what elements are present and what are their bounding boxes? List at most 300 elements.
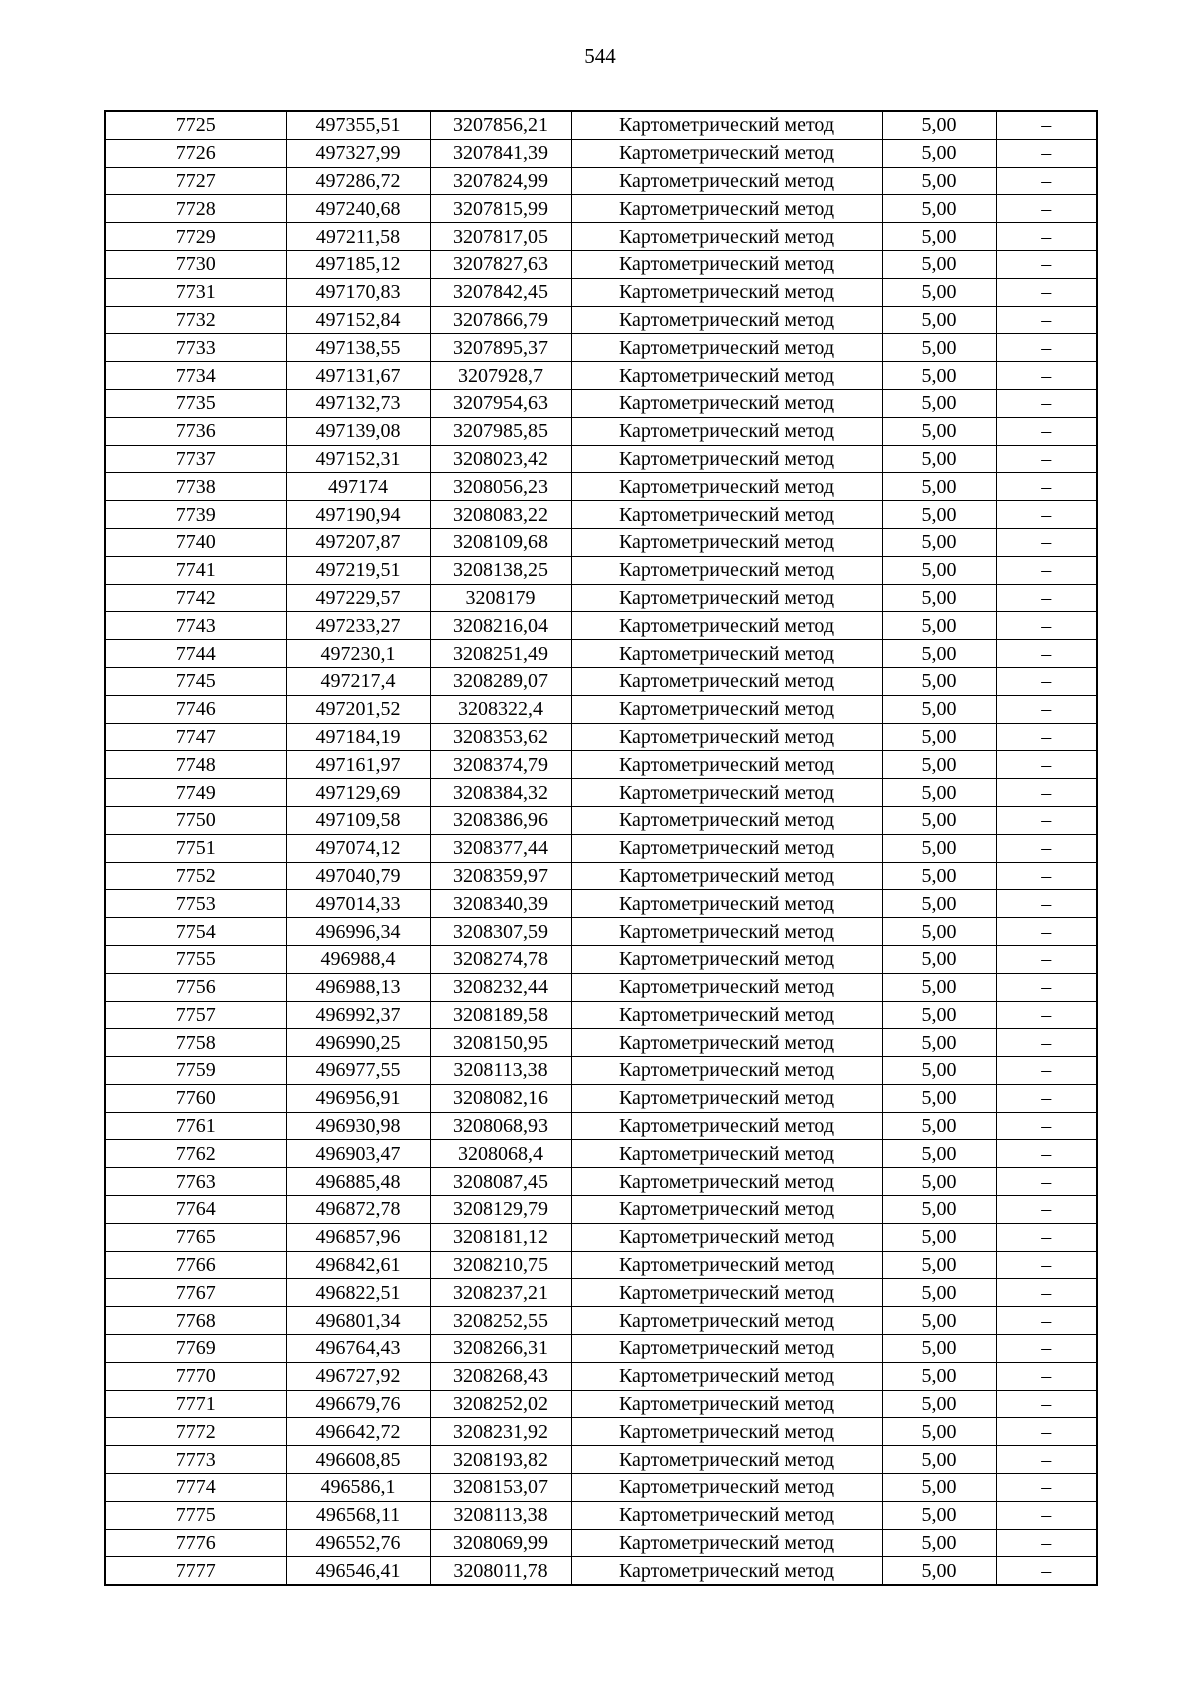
- table-row: [105, 250, 1097, 278]
- table-row: [105, 1251, 1097, 1279]
- y-coordinate-cell: 3208083,22: [430, 501, 571, 529]
- x-coordinate-cell: 497219,51: [286, 556, 430, 584]
- x-coordinate-cell: 497230,1: [286, 640, 430, 668]
- table-row: [105, 278, 1097, 306]
- error-cell: 5,00: [882, 334, 996, 362]
- table-row: [105, 1529, 1097, 1557]
- y-coordinate-cell: 3208129,79: [430, 1196, 571, 1224]
- y-coordinate-cell: 3208237,21: [430, 1279, 571, 1307]
- error-cell: 5,00: [882, 945, 996, 973]
- table-row: [105, 1307, 1097, 1335]
- y-coordinate-cell: 3208011,78: [430, 1557, 571, 1585]
- table-row: [105, 334, 1097, 362]
- y-coordinate-cell: 3208023,42: [430, 445, 571, 473]
- note-cell: –: [996, 1112, 1097, 1140]
- note-cell: –: [996, 1001, 1097, 1029]
- y-coordinate-cell: 3208153,07: [430, 1474, 571, 1502]
- method-cell: Картометрический метод: [571, 1557, 882, 1585]
- table-row: [105, 1390, 1097, 1418]
- x-coordinate-cell: 496822,51: [286, 1279, 430, 1307]
- point-number-cell: 7767: [105, 1279, 286, 1307]
- error-cell: 5,00: [882, 1390, 996, 1418]
- method-cell: Картометрический метод: [571, 862, 882, 890]
- error-cell: 5,00: [882, 834, 996, 862]
- x-coordinate-cell: 497138,55: [286, 334, 430, 362]
- error-cell: 5,00: [882, 1057, 996, 1085]
- table-row: [105, 111, 1097, 139]
- error-cell: 5,00: [882, 1446, 996, 1474]
- method-cell: Картометрический метод: [571, 1029, 882, 1057]
- point-number-cell: 7777: [105, 1557, 286, 1585]
- note-cell: –: [996, 1168, 1097, 1196]
- point-number-cell: 7747: [105, 723, 286, 751]
- point-number-cell: 7733: [105, 334, 286, 362]
- table-row: [105, 1279, 1097, 1307]
- y-coordinate-cell: 3208374,79: [430, 751, 571, 779]
- method-cell: Картометрический метод: [571, 1112, 882, 1140]
- note-cell: –: [996, 945, 1097, 973]
- coordinates-table: [104, 110, 1098, 1586]
- error-cell: 5,00: [882, 389, 996, 417]
- error-cell: 5,00: [882, 139, 996, 167]
- error-cell: 5,00: [882, 445, 996, 473]
- point-number-cell: 7751: [105, 834, 286, 862]
- x-coordinate-cell: 496546,41: [286, 1557, 430, 1585]
- table-row: [105, 973, 1097, 1001]
- table-row: [105, 1501, 1097, 1529]
- x-coordinate-cell: 496977,55: [286, 1057, 430, 1085]
- x-coordinate-cell: 497211,58: [286, 223, 430, 251]
- note-cell: –: [996, 1223, 1097, 1251]
- x-coordinate-cell: 496642,72: [286, 1418, 430, 1446]
- table-row: [105, 389, 1097, 417]
- note-cell: –: [996, 640, 1097, 668]
- method-cell: Картометрический метод: [571, 195, 882, 223]
- y-coordinate-cell: 3207841,39: [430, 139, 571, 167]
- table-row: [105, 584, 1097, 612]
- y-coordinate-cell: 3208138,25: [430, 556, 571, 584]
- y-coordinate-cell: 3208193,82: [430, 1446, 571, 1474]
- note-cell: –: [996, 389, 1097, 417]
- x-coordinate-cell: 497152,31: [286, 445, 430, 473]
- table-row: [105, 1223, 1097, 1251]
- point-number-cell: 7726: [105, 139, 286, 167]
- error-cell: 5,00: [882, 1029, 996, 1057]
- method-cell: Картометрический метод: [571, 1307, 882, 1335]
- x-coordinate-cell: 497139,08: [286, 417, 430, 445]
- y-coordinate-cell: 3208181,12: [430, 1223, 571, 1251]
- table-row: [105, 1362, 1097, 1390]
- x-coordinate-cell: 496903,47: [286, 1140, 430, 1168]
- error-cell: 5,00: [882, 1501, 996, 1529]
- x-coordinate-cell: 497040,79: [286, 862, 430, 890]
- table-row: [105, 223, 1097, 251]
- note-cell: –: [996, 1474, 1097, 1502]
- point-number-cell: 7745: [105, 667, 286, 695]
- x-coordinate-cell: 496764,43: [286, 1335, 430, 1363]
- point-number-cell: 7771: [105, 1390, 286, 1418]
- x-coordinate-cell: 497201,52: [286, 695, 430, 723]
- table-row: [105, 1140, 1097, 1168]
- y-coordinate-cell: 3208340,39: [430, 890, 571, 918]
- error-cell: 5,00: [882, 723, 996, 751]
- point-number-cell: 7775: [105, 1501, 286, 1529]
- y-coordinate-cell: 3208268,43: [430, 1362, 571, 1390]
- error-cell: 5,00: [882, 612, 996, 640]
- note-cell: –: [996, 723, 1097, 751]
- y-coordinate-cell: 3207827,63: [430, 250, 571, 278]
- x-coordinate-cell: 496992,37: [286, 1001, 430, 1029]
- point-number-cell: 7731: [105, 278, 286, 306]
- note-cell: –: [996, 1279, 1097, 1307]
- point-number-cell: 7760: [105, 1084, 286, 1112]
- x-coordinate-cell: 497161,97: [286, 751, 430, 779]
- note-cell: –: [996, 1140, 1097, 1168]
- table-row: [105, 1557, 1097, 1585]
- point-number-cell: 7753: [105, 890, 286, 918]
- y-coordinate-cell: 3208082,16: [430, 1084, 571, 1112]
- note-cell: –: [996, 1529, 1097, 1557]
- note-cell: –: [996, 1557, 1097, 1585]
- note-cell: –: [996, 362, 1097, 390]
- table-row: [105, 695, 1097, 723]
- note-cell: –: [996, 556, 1097, 584]
- method-cell: Картометрический метод: [571, 1196, 882, 1224]
- point-number-cell: 7741: [105, 556, 286, 584]
- y-coordinate-cell: 3207856,21: [430, 111, 571, 139]
- point-number-cell: 7762: [105, 1140, 286, 1168]
- x-coordinate-cell: 497074,12: [286, 834, 430, 862]
- method-cell: Картометрический метод: [571, 667, 882, 695]
- y-coordinate-cell: 3207895,37: [430, 334, 571, 362]
- note-cell: –: [996, 195, 1097, 223]
- method-cell: Картометрический метод: [571, 306, 882, 334]
- y-coordinate-cell: 3207842,45: [430, 278, 571, 306]
- error-cell: 5,00: [882, 528, 996, 556]
- error-cell: 5,00: [882, 167, 996, 195]
- error-cell: 5,00: [882, 1251, 996, 1279]
- page-number: 544: [584, 44, 616, 68]
- table-row: [105, 862, 1097, 890]
- x-coordinate-cell: 497233,27: [286, 612, 430, 640]
- method-cell: Картометрический метод: [571, 528, 882, 556]
- note-cell: –: [996, 1307, 1097, 1335]
- error-cell: 5,00: [882, 973, 996, 1001]
- note-cell: –: [996, 473, 1097, 501]
- table-row: [105, 612, 1097, 640]
- note-cell: –: [996, 1251, 1097, 1279]
- point-number-cell: 7765: [105, 1223, 286, 1251]
- table-row: [105, 501, 1097, 529]
- x-coordinate-cell: 497327,99: [286, 139, 430, 167]
- point-number-cell: 7776: [105, 1529, 286, 1557]
- point-number-cell: 7734: [105, 362, 286, 390]
- table-row: [105, 945, 1097, 973]
- point-number-cell: 7766: [105, 1251, 286, 1279]
- method-cell: Картометрический метод: [571, 890, 882, 918]
- table-row: [105, 834, 1097, 862]
- error-cell: 5,00: [882, 1168, 996, 1196]
- table-row: [105, 417, 1097, 445]
- x-coordinate-cell: 497229,57: [286, 584, 430, 612]
- table-row: [105, 139, 1097, 167]
- table-row: [105, 362, 1097, 390]
- table-row: [105, 1029, 1097, 1057]
- table-row: [105, 1335, 1097, 1363]
- error-cell: 5,00: [882, 1307, 996, 1335]
- note-cell: –: [996, 1362, 1097, 1390]
- method-cell: Картометрический метод: [571, 1057, 882, 1085]
- table-row: [105, 779, 1097, 807]
- point-number-cell: 7752: [105, 862, 286, 890]
- table-row: [105, 528, 1097, 556]
- table-row: [105, 890, 1097, 918]
- y-coordinate-cell: 3208266,31: [430, 1335, 571, 1363]
- y-coordinate-cell: 3208210,75: [430, 1251, 571, 1279]
- error-cell: 5,00: [882, 556, 996, 584]
- x-coordinate-cell: 497207,87: [286, 528, 430, 556]
- point-number-cell: 7769: [105, 1335, 286, 1363]
- method-cell: Картометрический метод: [571, 334, 882, 362]
- method-cell: Картометрический метод: [571, 1140, 882, 1168]
- method-cell: Картометрический метод: [571, 695, 882, 723]
- method-cell: Картометрический метод: [571, 1084, 882, 1112]
- method-cell: Картометрический метод: [571, 473, 882, 501]
- method-cell: Картометрический метод: [571, 1251, 882, 1279]
- error-cell: 5,00: [882, 1335, 996, 1363]
- method-cell: Картометрический метод: [571, 1362, 882, 1390]
- table-row: [105, 1084, 1097, 1112]
- method-cell: Картометрический метод: [571, 223, 882, 251]
- table-row: [105, 1474, 1097, 1502]
- point-number-cell: 7744: [105, 640, 286, 668]
- y-coordinate-cell: 3208231,92: [430, 1418, 571, 1446]
- error-cell: 5,00: [882, 501, 996, 529]
- error-cell: 5,00: [882, 111, 996, 139]
- coordinates-table-body: [105, 111, 1097, 1585]
- method-cell: Картометрический метод: [571, 278, 882, 306]
- y-coordinate-cell: 3207928,7: [430, 362, 571, 390]
- table-row: [105, 1001, 1097, 1029]
- table-row: [105, 445, 1097, 473]
- error-cell: 5,00: [882, 1418, 996, 1446]
- y-coordinate-cell: 3208150,95: [430, 1029, 571, 1057]
- x-coordinate-cell: 496552,76: [286, 1529, 430, 1557]
- error-cell: 5,00: [882, 862, 996, 890]
- note-cell: –: [996, 139, 1097, 167]
- note-cell: –: [996, 417, 1097, 445]
- table-row: [105, 667, 1097, 695]
- table-row: [105, 918, 1097, 946]
- point-number-cell: 7755: [105, 945, 286, 973]
- error-cell: 5,00: [882, 667, 996, 695]
- note-cell: –: [996, 667, 1097, 695]
- y-coordinate-cell: 3208109,68: [430, 528, 571, 556]
- y-coordinate-cell: 3208289,07: [430, 667, 571, 695]
- point-number-cell: 7756: [105, 973, 286, 1001]
- note-cell: –: [996, 528, 1097, 556]
- y-coordinate-cell: 3207954,63: [430, 389, 571, 417]
- method-cell: Картометрический метод: [571, 1335, 882, 1363]
- table-row: [105, 556, 1097, 584]
- point-number-cell: 7749: [105, 779, 286, 807]
- point-number-cell: 7774: [105, 1474, 286, 1502]
- table-row: [105, 195, 1097, 223]
- x-coordinate-cell: 496996,34: [286, 918, 430, 946]
- error-cell: 5,00: [882, 1529, 996, 1557]
- error-cell: 5,00: [882, 1112, 996, 1140]
- y-coordinate-cell: 3208377,44: [430, 834, 571, 862]
- y-coordinate-cell: 3208069,99: [430, 1529, 571, 1557]
- point-number-cell: 7725: [105, 111, 286, 139]
- method-cell: Картометрический метод: [571, 1168, 882, 1196]
- note-cell: –: [996, 445, 1097, 473]
- table-row: [105, 806, 1097, 834]
- table-row: [105, 473, 1097, 501]
- table-row: [105, 1057, 1097, 1085]
- x-coordinate-cell: 497185,12: [286, 250, 430, 278]
- method-cell: Картометрический метод: [571, 389, 882, 417]
- table-row: [105, 1112, 1097, 1140]
- y-coordinate-cell: 3208056,23: [430, 473, 571, 501]
- y-coordinate-cell: 3208353,62: [430, 723, 571, 751]
- point-number-cell: 7730: [105, 250, 286, 278]
- error-cell: 5,00: [882, 751, 996, 779]
- x-coordinate-cell: 496727,92: [286, 1362, 430, 1390]
- table-row: [105, 1196, 1097, 1224]
- method-cell: Картометрический метод: [571, 111, 882, 139]
- y-coordinate-cell: 3208307,59: [430, 918, 571, 946]
- method-cell: Картометрический метод: [571, 751, 882, 779]
- table-row: [105, 723, 1097, 751]
- point-number-cell: 7728: [105, 195, 286, 223]
- y-coordinate-cell: 3208087,45: [430, 1168, 571, 1196]
- x-coordinate-cell: 496872,78: [286, 1196, 430, 1224]
- note-cell: –: [996, 973, 1097, 1001]
- point-number-cell: 7746: [105, 695, 286, 723]
- note-cell: –: [996, 1196, 1097, 1224]
- method-cell: Картометрический метод: [571, 250, 882, 278]
- error-cell: 5,00: [882, 695, 996, 723]
- y-coordinate-cell: 3208252,02: [430, 1390, 571, 1418]
- method-cell: Картометрический метод: [571, 945, 882, 973]
- method-cell: Картометрический метод: [571, 1279, 882, 1307]
- method-cell: Картометрический метод: [571, 640, 882, 668]
- note-cell: –: [996, 1501, 1097, 1529]
- method-cell: Картометрический метод: [571, 834, 882, 862]
- method-cell: Картометрический метод: [571, 612, 882, 640]
- error-cell: 5,00: [882, 890, 996, 918]
- error-cell: 5,00: [882, 918, 996, 946]
- y-coordinate-cell: 3207985,85: [430, 417, 571, 445]
- point-number-cell: 7758: [105, 1029, 286, 1057]
- x-coordinate-cell: 496930,98: [286, 1112, 430, 1140]
- table-row: [105, 167, 1097, 195]
- y-coordinate-cell: 3208322,4: [430, 695, 571, 723]
- error-cell: 5,00: [882, 806, 996, 834]
- x-coordinate-cell: 497132,73: [286, 389, 430, 417]
- error-cell: 5,00: [882, 306, 996, 334]
- y-coordinate-cell: 3208274,78: [430, 945, 571, 973]
- method-cell: Картометрический метод: [571, 1390, 882, 1418]
- error-cell: 5,00: [882, 362, 996, 390]
- error-cell: 5,00: [882, 1196, 996, 1224]
- note-cell: –: [996, 806, 1097, 834]
- point-number-cell: 7750: [105, 806, 286, 834]
- x-coordinate-cell: 496801,34: [286, 1307, 430, 1335]
- note-cell: –: [996, 1029, 1097, 1057]
- point-number-cell: 7729: [105, 223, 286, 251]
- point-number-cell: 7768: [105, 1307, 286, 1335]
- method-cell: Картометрический метод: [571, 1501, 882, 1529]
- table-row: [105, 751, 1097, 779]
- y-coordinate-cell: 3208068,4: [430, 1140, 571, 1168]
- point-number-cell: 7757: [105, 1001, 286, 1029]
- point-number-cell: 7740: [105, 528, 286, 556]
- y-coordinate-cell: 3207817,05: [430, 223, 571, 251]
- error-cell: 5,00: [882, 473, 996, 501]
- note-cell: –: [996, 918, 1097, 946]
- x-coordinate-cell: 497355,51: [286, 111, 430, 139]
- method-cell: Картометрический метод: [571, 556, 882, 584]
- note-cell: –: [996, 1057, 1097, 1085]
- note-cell: –: [996, 334, 1097, 362]
- note-cell: –: [996, 751, 1097, 779]
- method-cell: Картометрический метод: [571, 1474, 882, 1502]
- y-coordinate-cell: 3208359,97: [430, 862, 571, 890]
- table-row: [105, 640, 1097, 668]
- point-number-cell: 7736: [105, 417, 286, 445]
- error-cell: 5,00: [882, 640, 996, 668]
- point-number-cell: 7742: [105, 584, 286, 612]
- y-coordinate-cell: 3208216,04: [430, 612, 571, 640]
- y-coordinate-cell: 3207815,99: [430, 195, 571, 223]
- table-row: [105, 1446, 1097, 1474]
- method-cell: Картометрический метод: [571, 918, 882, 946]
- point-number-cell: 7748: [105, 751, 286, 779]
- y-coordinate-cell: 3208386,96: [430, 806, 571, 834]
- y-coordinate-cell: 3207866,79: [430, 306, 571, 334]
- point-number-cell: 7738: [105, 473, 286, 501]
- method-cell: Картометрический метод: [571, 1529, 882, 1557]
- table-row: [105, 306, 1097, 334]
- method-cell: Картометрический метод: [571, 417, 882, 445]
- table-row: [105, 1168, 1097, 1196]
- point-number-cell: 7732: [105, 306, 286, 334]
- point-number-cell: 7759: [105, 1057, 286, 1085]
- note-cell: –: [996, 1084, 1097, 1112]
- x-coordinate-cell: 497014,33: [286, 890, 430, 918]
- note-cell: –: [996, 223, 1097, 251]
- x-coordinate-cell: 496857,96: [286, 1223, 430, 1251]
- point-number-cell: 7764: [105, 1196, 286, 1224]
- error-cell: 5,00: [882, 1223, 996, 1251]
- note-cell: –: [996, 167, 1097, 195]
- point-number-cell: 7772: [105, 1418, 286, 1446]
- x-coordinate-cell: 496842,61: [286, 1251, 430, 1279]
- x-coordinate-cell: 496990,25: [286, 1029, 430, 1057]
- error-cell: 5,00: [882, 278, 996, 306]
- method-cell: Картометрический метод: [571, 1446, 882, 1474]
- method-cell: Картометрический метод: [571, 167, 882, 195]
- x-coordinate-cell: 497174: [286, 473, 430, 501]
- method-cell: Картометрический метод: [571, 806, 882, 834]
- x-coordinate-cell: 496586,1: [286, 1474, 430, 1502]
- point-number-cell: 7770: [105, 1362, 286, 1390]
- y-coordinate-cell: 3208068,93: [430, 1112, 571, 1140]
- error-cell: 5,00: [882, 195, 996, 223]
- x-coordinate-cell: 496679,76: [286, 1390, 430, 1418]
